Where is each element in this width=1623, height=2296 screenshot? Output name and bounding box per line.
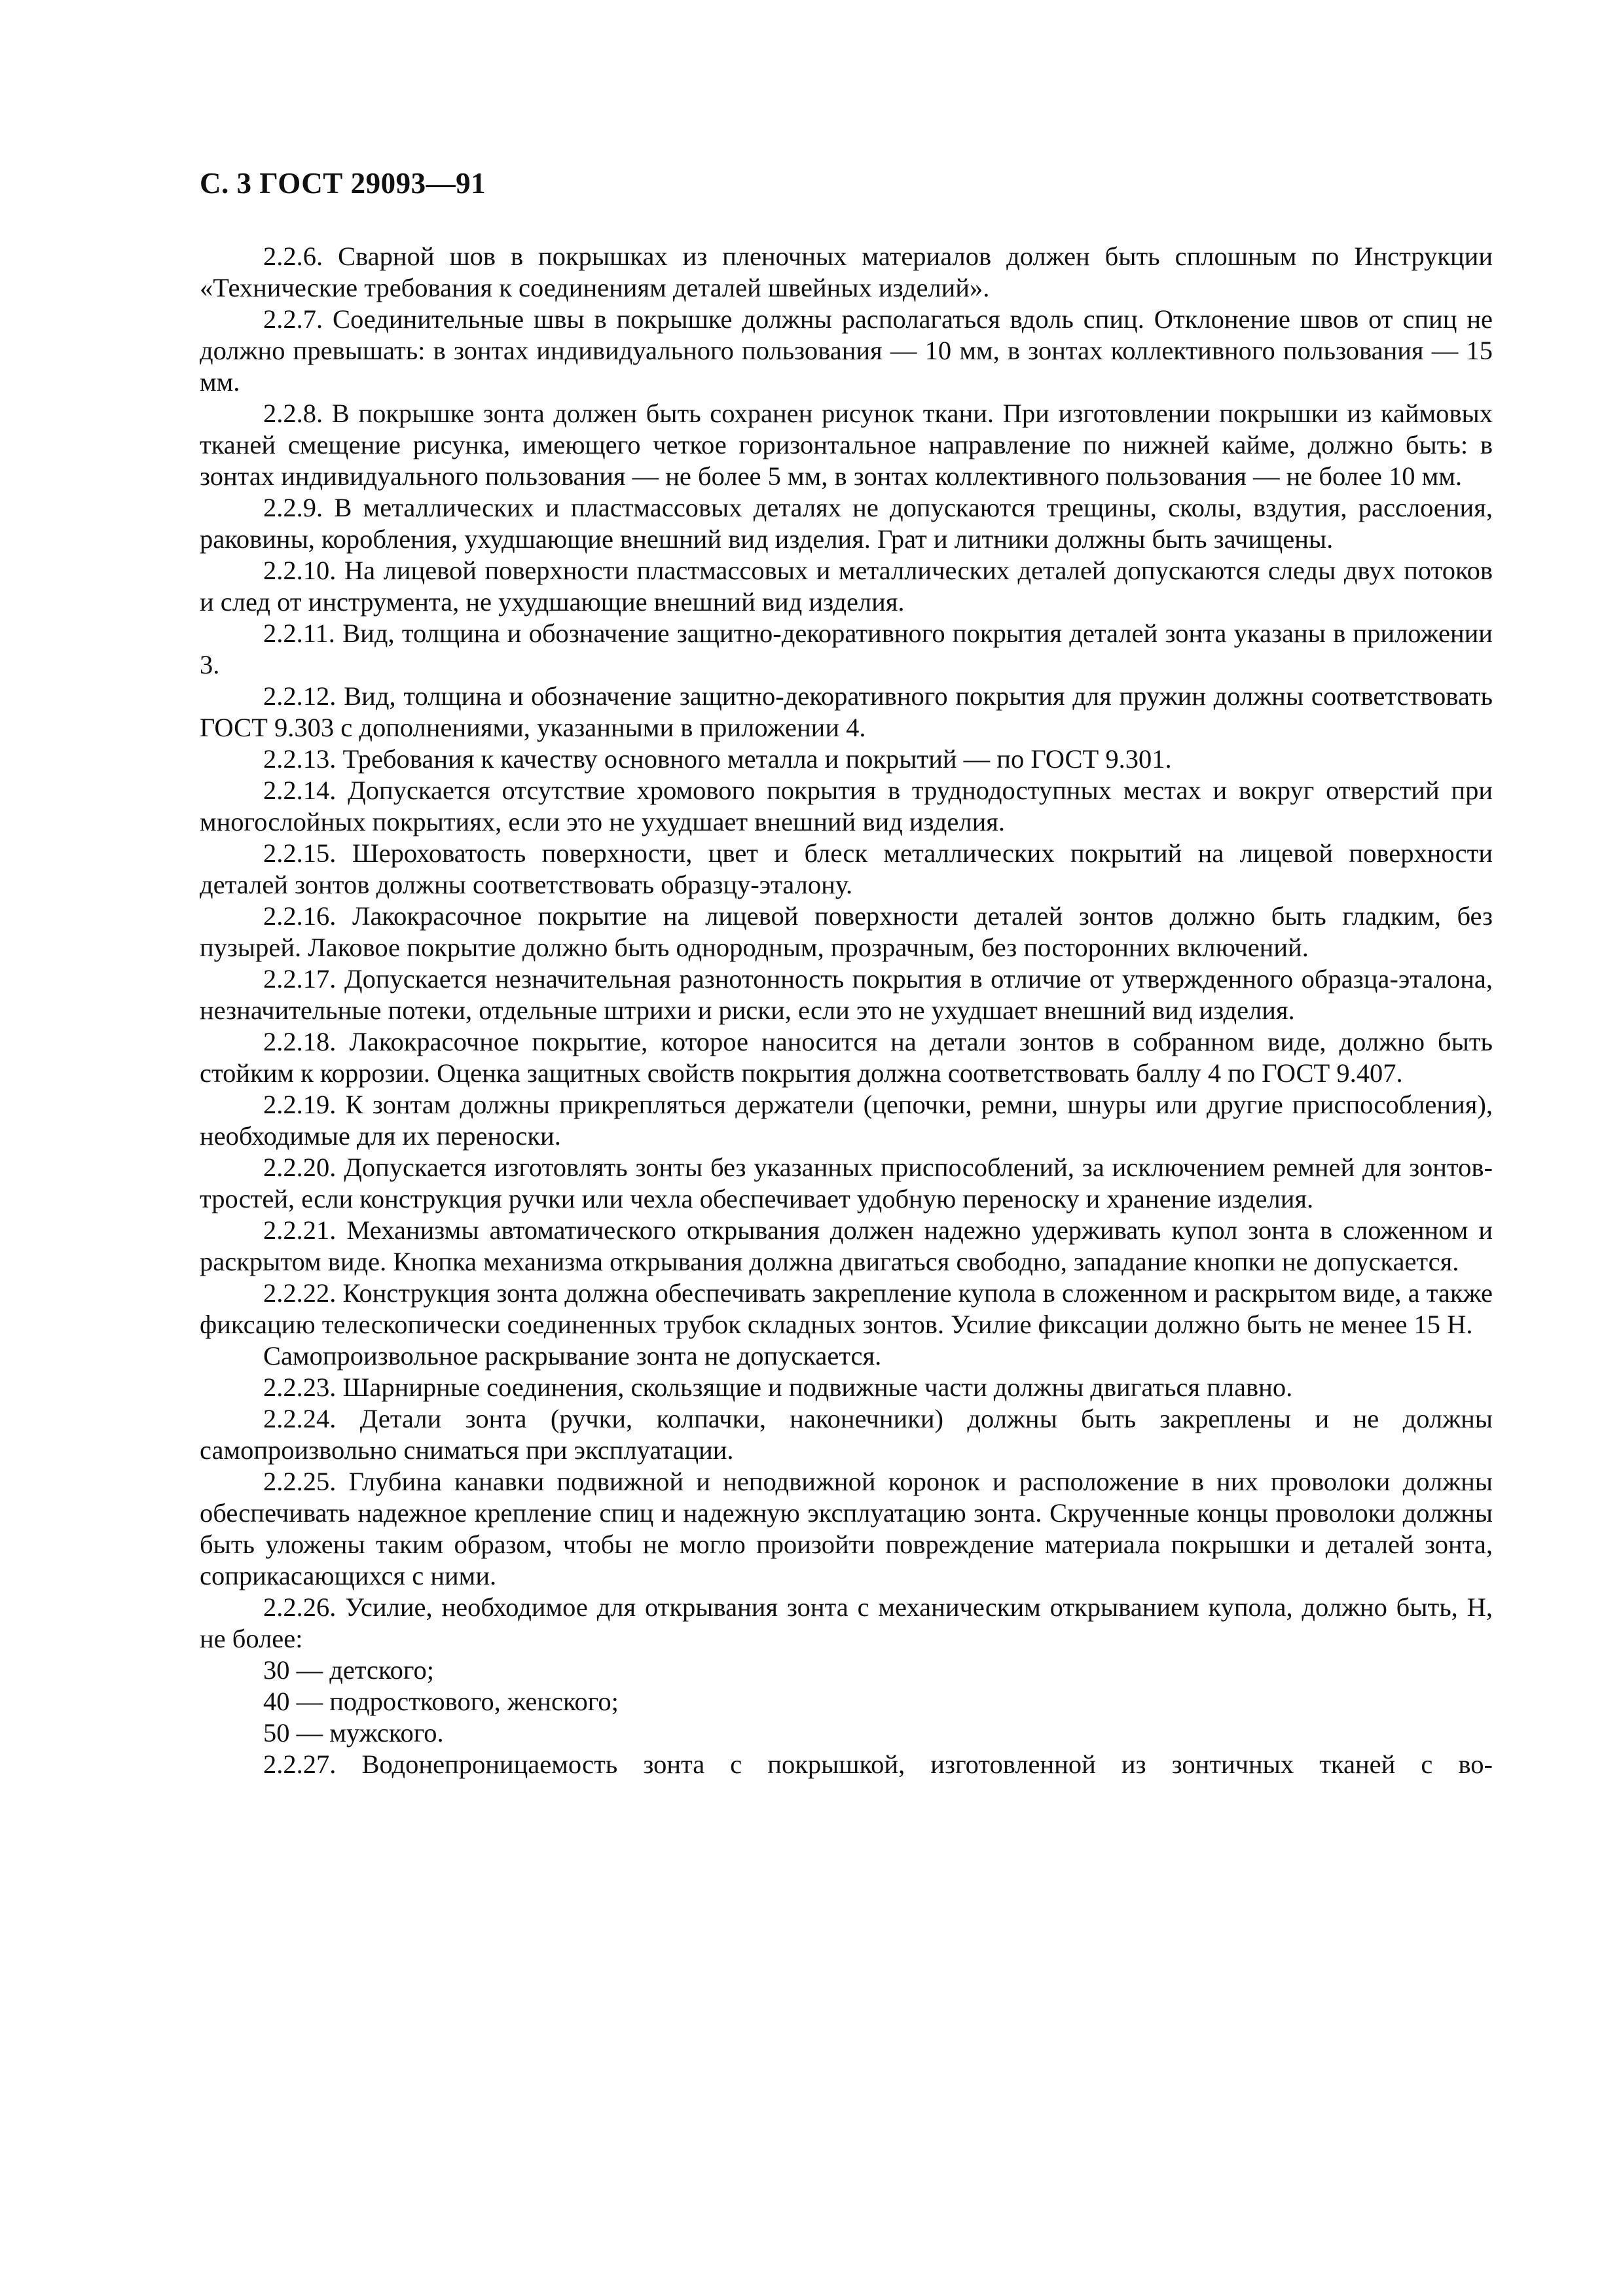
- paragraph-2-2-18: 2.2.18. Лакокрасочное покрытие, которое наносится на детали зонтов в собранном виде, должно быть стойким к коррозии. Оценка защитных свойств покрытия должна соответствовать баллу 4 по ГОСТ 9.407.: [200, 1027, 1493, 1088]
- paragraph-2-2-27: 2.2.27. Водонепроницаемость зонта с покрышкой, изготовленной из зонтичных тканей с во-: [263, 1749, 1493, 1779]
- list-item-male: 50 — мужского.: [263, 1718, 444, 1748]
- paragraph-2-2-8: 2.2.8. В покрышке зонта должен быть сохранен рисунок ткани. При изготовлении покрышки из каймовых тканей смещение рисунка, имеющего четкое горизонтальное направление по нижней кайме, должно быть: в зонтах индивидуального пользования — не более 5 мм, в зонтах коллективного пользования — не более 10 мм.: [200, 399, 1493, 491]
- paragraph-2-2-9: 2.2.9. В металлических и пластмассовых деталях не допускаются трещины, сколы, вздутия, расслоения, раковины, коробления, ухудшающие внешний вид изделия. Грат и литники должны быть зачищены.: [200, 493, 1493, 554]
- paragraph-2-2-11: 2.2.11. Вид, толщина и обозначение защитно-декоративного покрытия деталей зонта указаны в приложении 3.: [200, 619, 1493, 679]
- paragraph-2-2-14: 2.2.14. Допускается отсутствие хромового покрытия в труднодоступных местах и вокруг отверстий при многослойных покрытиях, если это не ухудшает внешний вид изделия.: [200, 776, 1493, 836]
- paragraph-2-2-15: 2.2.15. Шероховатость поверхности, цвет и блеск металлических покрытий на лицевой поверхности деталей зонтов должны соответствовать образцу-эталону.: [200, 838, 1493, 899]
- paragraph-2-2-10: 2.2.10. На лицевой поверхности пластмассовых и металлических деталей допускаются следы двух потоков и след от инструмента, не ухудшающие внешний вид изделия.: [200, 556, 1493, 617]
- paragraph-2-2-19: 2.2.19. К зонтам должны прикрепляться держатели (цепочки, ремни, шнуры или другие приспособления), необходимые для их переноски.: [200, 1090, 1493, 1151]
- paragraph-2-2-20: 2.2.20. Допускается изготовлять зонты без указанных приспособлений, за исключением ремней для зонтов-тростей, если конструкция ручки или чехла обеспечивает удобную переноску и хранение изделия.: [200, 1153, 1493, 1213]
- paragraph-2-2-22-note: Самопроизвольное раскрывание зонта не допускается.: [263, 1341, 882, 1371]
- paragraph-2-2-24: 2.2.24. Детали зонта (ручки, колпачки, наконечники) должны быть закреплены и не должны самопроизвольно сниматься при эксплуатации.: [200, 1404, 1493, 1465]
- paragraph-2-2-23: 2.2.23. Шарнирные соединения, скользящие и подвижные части должны двигаться плавно.: [263, 1372, 1293, 1402]
- document-page: [200, 164, 1493, 1780]
- paragraph-2-2-26: 2.2.26. Усилие, необходимое для открывания зонта с механическим открыванием купола, должно быть, Н, не более:: [200, 1592, 1493, 1653]
- paragraph-2-2-25: 2.2.25. Глубина канавки подвижной и неподвижной коронок и расположение в них проволоки должны обеспечивать надежное крепление спиц и надежную эксплуатацию зонта. Скрученные концы проволоки должны быть уложены таким образом, чтобы не могло произойти повреждение материала покрышки и деталей зонта, соприкасающихся с ними.: [200, 1467, 1493, 1590]
- paragraph-2-2-13: 2.2.13. Требования к качеству основного металла и покрытий — по ГОСТ 9.301.: [263, 744, 1172, 774]
- paragraph-2-2-21: 2.2.21. Механизмы автоматического открывания должен надежно удерживать купол зонта в сложенном и раскрытом виде. Кнопка механизма открывания должна двигаться свободно, западание кнопки не допускается.: [200, 1215, 1493, 1276]
- document-body: [200, 241, 1493, 1780]
- paragraph-2-2-6: 2.2.6. Сварной шов в покрышках из пленочных материалов должен быть сплошным по Инструкции «Технические требования к соединениям деталей швейных изделий».: [200, 242, 1493, 302]
- list-item-teen-female: 40 — подросткового, женского;: [263, 1687, 619, 1716]
- paragraph-2-2-16: 2.2.16. Лакокрасочное покрытие на лицевой поверхности деталей зонтов должно быть гладким, без пузырей. Лаковое покрытие должно быть однородным, прозрачным, без посторонних включений.: [200, 901, 1493, 962]
- paragraph-2-2-22: 2.2.22. Конструкция зонта должна обеспечивать закрепление купола в сложенном и раскрытом виде, а также фиксацию телескопически соединенных трубок складных зонтов. Усилие фиксации должно быть не менее 15 Н.: [200, 1278, 1493, 1339]
- paragraph-2-2-12: 2.2.12. Вид, толщина и обозначение защитно-декоративного покрытия для пружин должны соответствовать ГОСТ 9.303 с дополнениями, указанными в приложении 4.: [200, 681, 1493, 742]
- list-item-child: 30 — детского;: [263, 1655, 434, 1685]
- paragraph-2-2-7: 2.2.7. Соединительные швы в покрышке должны располагаться вдоль спиц. Отклонение швов от спиц не должно превышать: в зонтах индивидуального пользования — 10 мм, в зонтах коллективного пользования — 15 мм.: [200, 304, 1493, 397]
- paragraph-2-2-17: 2.2.17. Допускается незначительная разнотонность покрытия в отличие от утвержденного образца-эталона, незначительные потеки, отдельные штрихи и риски, если это не ухудшает внешний вид изделия.: [200, 964, 1493, 1025]
- page-header: С. 3 ГОСТ 29093—91: [200, 167, 486, 200]
